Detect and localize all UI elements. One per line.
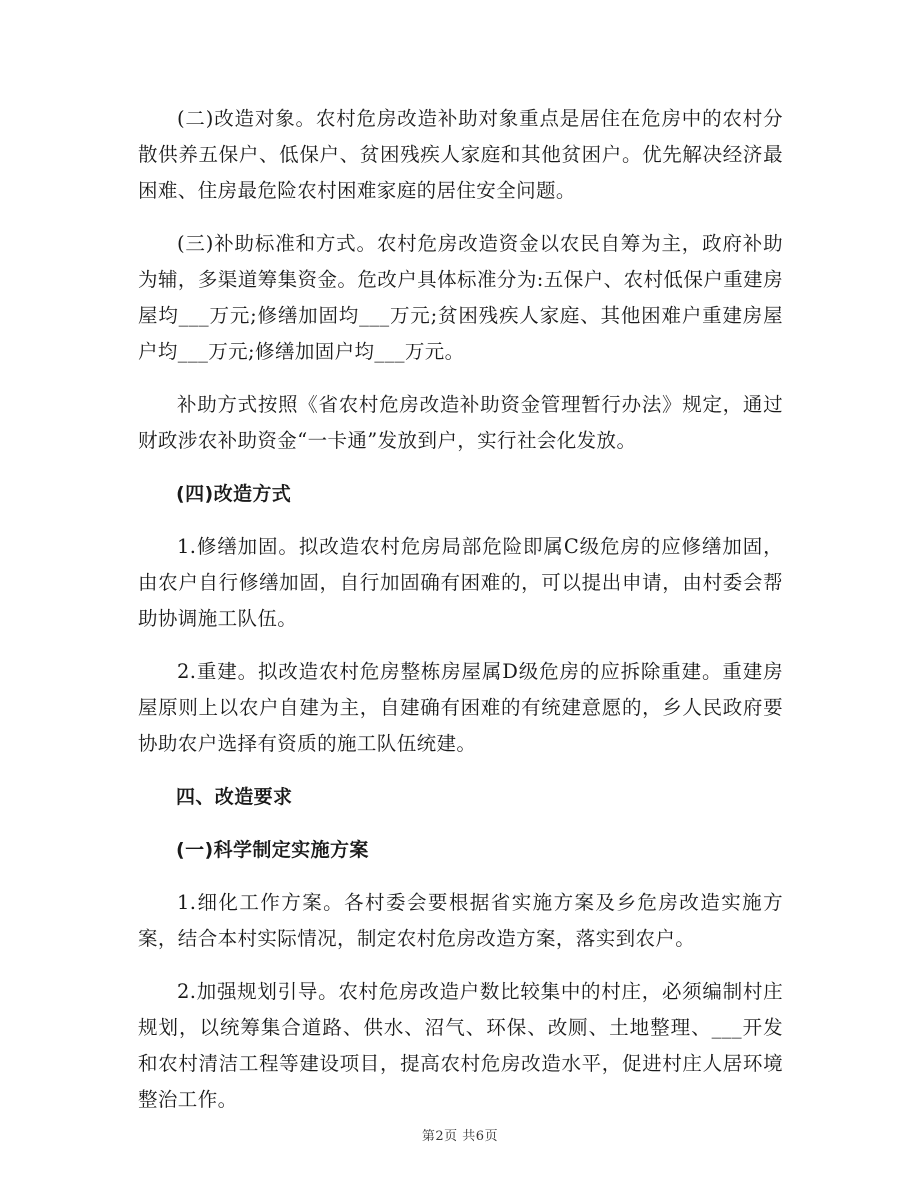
paragraph-rebuild: 2.重建。拟改造农村危房整栋房屋属D级危房的应拆除重建。重建房屋原则上以农户自建为主，自建确有困难的有统建意愿的，乡人民政府要协助农户选择有资质的施工队伍统建。 [138, 660, 783, 755]
paragraph-subsidy-standards: (三)补助标准和方式。农村危房改造资金以农民自筹为主，政府补助为辅，多渠道筹集资金。危改户具体标准分为:五保户、农村低保户重建房屋均___万元;修缮加固均___万元;贫困残疾人家庭、其他困难户重建房屋户均___万元;修缮加固户均___万元。 [138, 232, 783, 363]
paragraph-repair-reinforce: 1.修缮加固。拟改造农村危房局部危险即属C级危房的应修缮加固，由农户自行修缮加固，自行加固确有困难的，可以提出申请，由村委会帮助协调施工队伍。 [138, 535, 783, 630]
paragraph-subsidy-method: 补助方式按照《省农村危房改造补助资金管理暂行办法》规定，通过财政涉农补助资金“一卡通”发放到户，实行社会化发放。 [138, 393, 783, 452]
paragraph-renovation-targets: (二)改造对象。农村危房改造补助对象重点是居住在危房中的农村分散供养五保户、低保户、贫困残疾人家庭和其他贫困户。优先解决经济最困难、住房最危险农村困难家庭的居住安全问题。 [138, 107, 783, 202]
page-number: 第2页 共6页 [421, 1129, 499, 1144]
heading-implementation-plan: (一)科学制定实施方案 [176, 839, 369, 861]
paragraph-detail-work-plan: 1.细化工作方案。各村委会要根据省实施方案及乡危房改造实施方案，结合本村实际情况，制定农村危房改造方案，落实到农户。 [138, 891, 783, 950]
heading-renovation-requirements: 四、改造要求 [176, 786, 293, 808]
heading-renovation-methods: (四)改造方式 [176, 483, 292, 505]
document-body [138, 101, 783, 1135]
paragraph-planning-guidance: 2.加强规划引导。农村危房改造户数比较集中的村庄，必须编制村庄规划，以统筹集合道路、供水、沼气、环保、改厕、土地整理、___开发和农村清洁工程等建设项目，提高农村危房改造水平，促进村庄人居环境整治工作。 [138, 980, 783, 1111]
